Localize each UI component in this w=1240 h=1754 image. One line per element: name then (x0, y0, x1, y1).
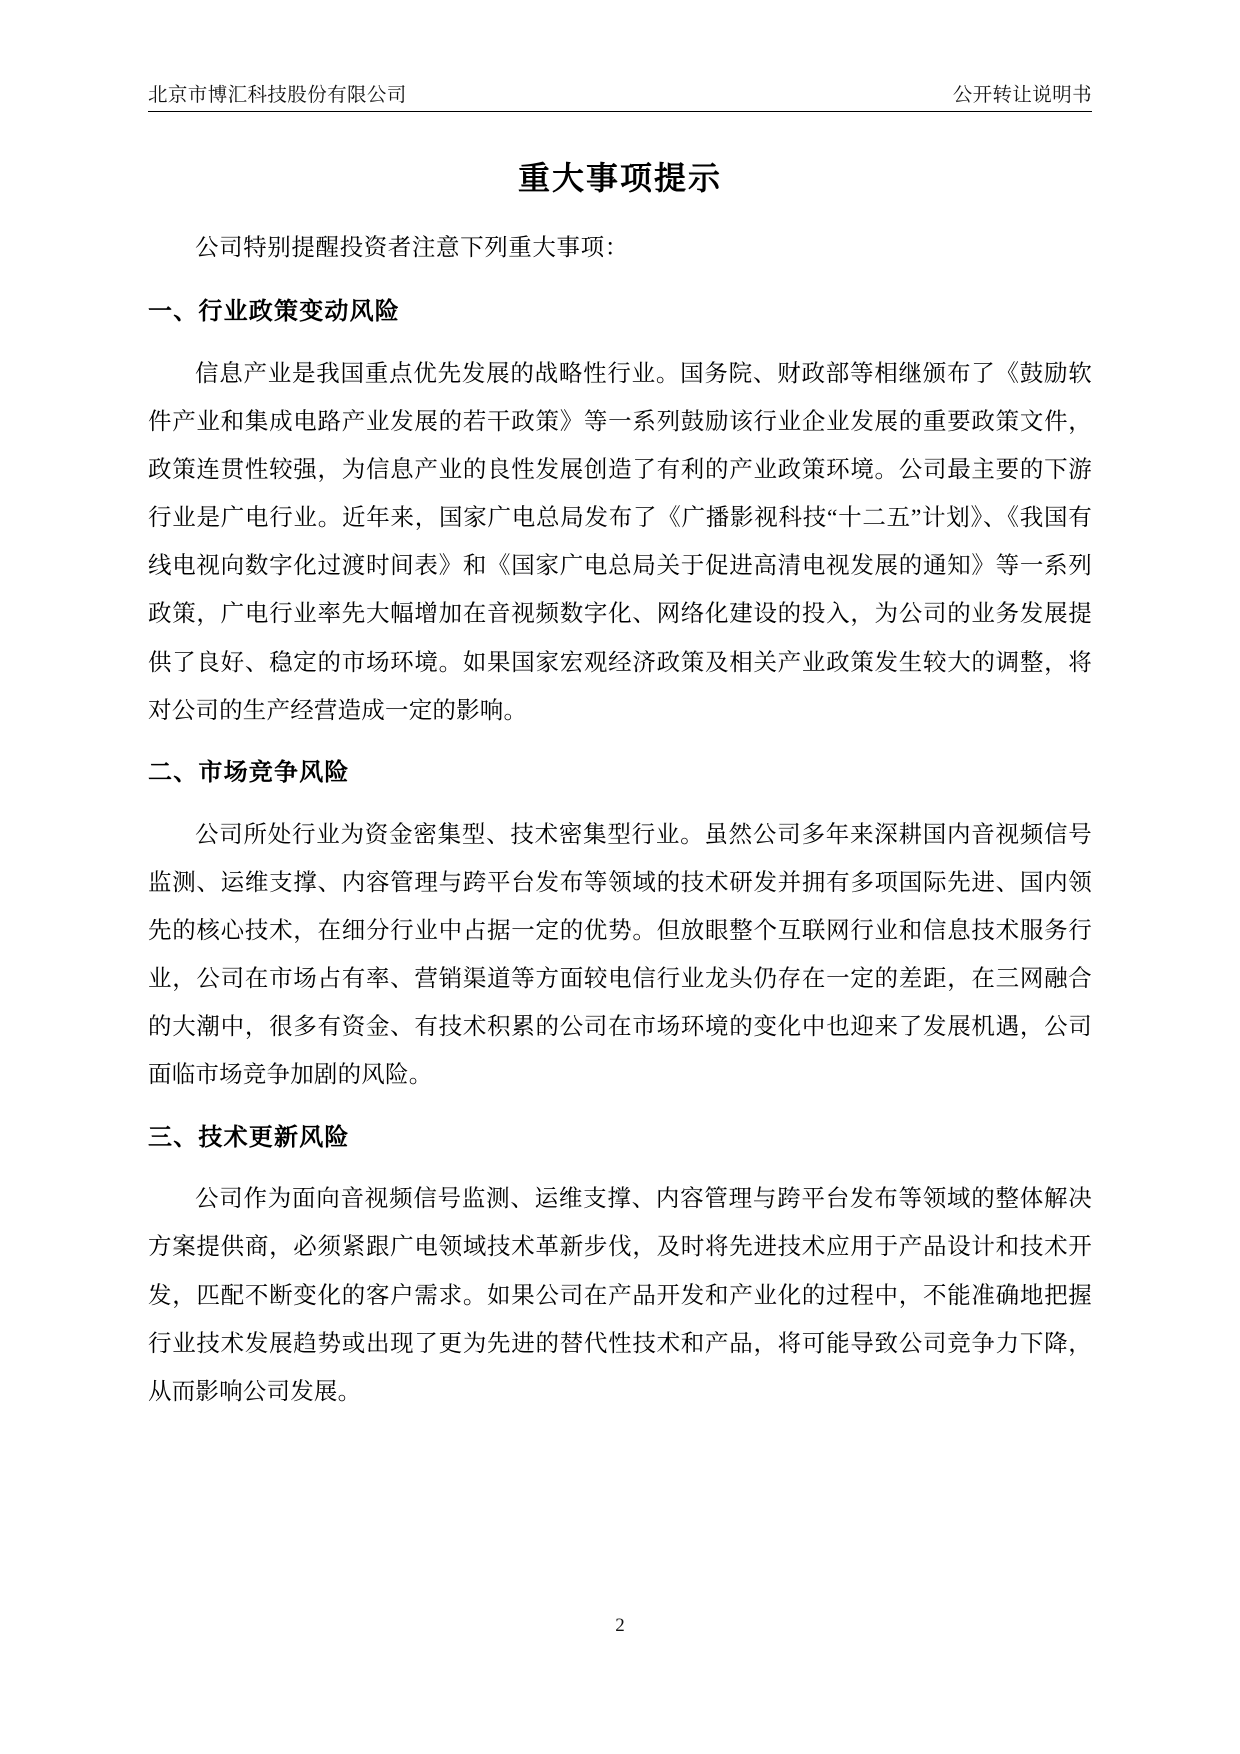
section-paragraph: 公司所处行业为资金密集型、技术密集型行业。虽然公司多年来深耕国内音视频信号监测、运维支撑、内容管理与跨平台发布等领域的技术研发并拥有多项国际先进、国内领先的核心技术，在细分行业中占据一定的优势。但放眼整个互联网行业和信息技术服务行业，公司在市场占有率、营销渠道等方面较电信行业龙头仍存在一定的差距，在三网融合的大潮中，很多有资金、有技术积累的公司在市场环境的变化中也迎来了发展机遇，公司面临市场竞争加剧的风险。 (148, 821, 1092, 1089)
page-title: 重大事项提示 (517, 160, 722, 196)
section-heading: 一、行业政策变动风险 (148, 299, 400, 326)
lead-paragraph: 公司特别提醒投资者注意下列重大事项： (195, 234, 629, 261)
section-industry-policy-risk (148, 296, 1092, 735)
section-market-competition-risk (148, 757, 1092, 1100)
running-header (148, 78, 1092, 112)
page-content (148, 140, 1092, 1438)
section-heading: 三、技术更新风险 (148, 1124, 350, 1151)
page-footer (0, 1616, 1240, 1636)
section-technology-update-risk (148, 1122, 1092, 1416)
header-company-name: 北京市博汇科技股份有限公司 (148, 84, 407, 106)
page-number: 2 (615, 1615, 625, 1636)
section-heading: 二、市场竞争风险 (148, 759, 350, 786)
section-paragraph: 信息产业是我国重点优先发展的战略性行业。国务院、财政部等相继颁布了《鼓励软件产业和集成电路产业发展的若干政策》等一系列鼓励该行业企业发展的重要政策文件，政策连贯性较强，为信息产业的良性发展创造了有利的产业政策环境。公司最主要的下游行业是广电行业。近年来，国家广电总局发布了《广播影视科技“十二五”计划》、《我国有线电视向数字化过渡时间表》和《国家广电总局关于促进高清电视发展的通知》等一系列政策，广电行业率先大幅增加在音视频数字化、网络化建设的投入，为公司的业务发展提供了良好、稳定的市场环境。如果国家宏观经济政策及相关产业政策发生较大的调整，将对公司的生产经营造成一定的影响。 (148, 360, 1092, 724)
header-document-type: 公开转让说明书 (952, 84, 1092, 106)
section-paragraph: 公司作为面向音视频信号监测、运维支撑、内容管理与跨平台发布等领域的整体解决方案提供商，必须紧跟广电领域技术革新步伐，及时将先进技术应用于产品设计和技术开发，匹配不断变化的客户需求。如果公司在产品开发和产业化的过程中，不能准确地把握行业技术发展趋势或出现了更为先进的替代性技术和产品，将可能导致公司竞争力下降，从而影响公司发展。 (148, 1186, 1092, 1405)
